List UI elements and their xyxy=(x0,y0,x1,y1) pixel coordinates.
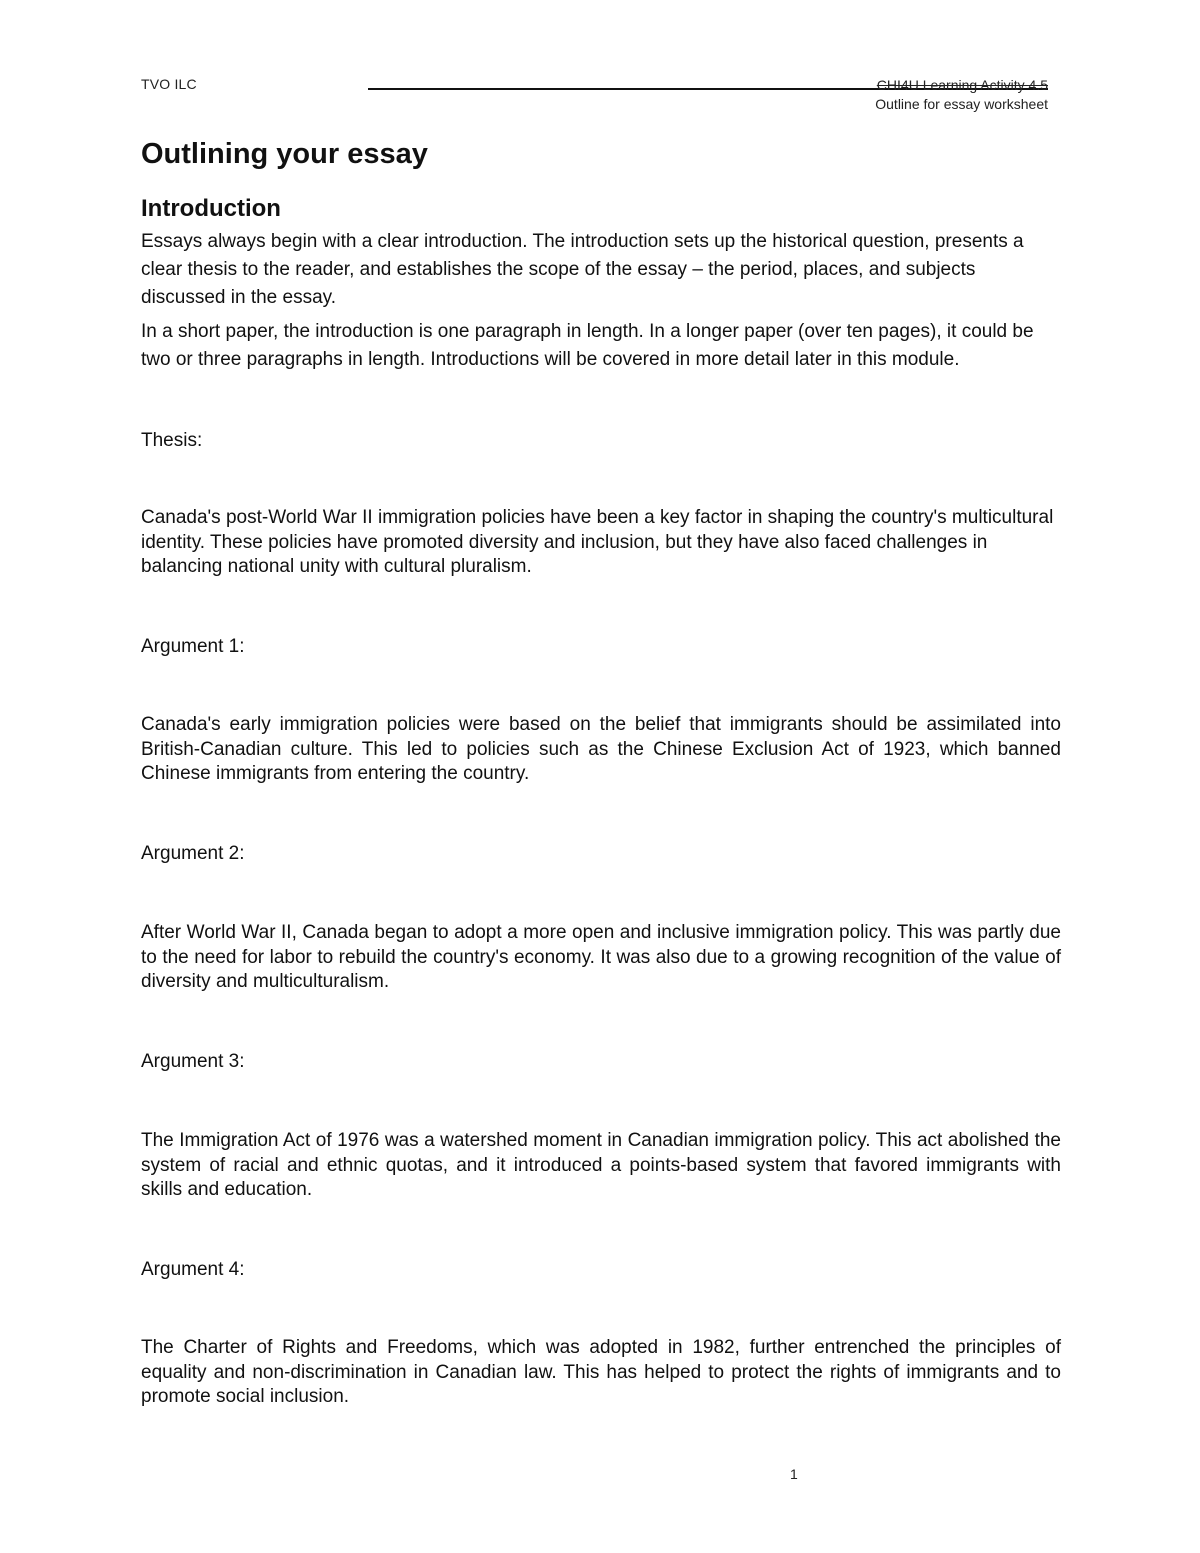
section-heading-introduction: Introduction xyxy=(141,195,281,222)
intro-paragraph-2: In a short paper, the introduction is one paragraph in length. In a longer paper (over ten pages), it could be two or three paragraphs in length. Introductions will be covered in more detail later in this module. xyxy=(141,321,1034,370)
page-title: Outlining your essay xyxy=(141,138,428,170)
header-right xyxy=(875,76,1048,114)
header-course-title: CHI4U Learning Activity 4.5 xyxy=(876,77,1048,93)
page-number: 1 xyxy=(790,1466,798,1482)
argument-2-text: After World War II, Canada began to adopt a more open and inclusive immigration policy. This was partly due to the need for labor to rebuild the country's economy. It was also due to a growing recognition of the value of diversity and multiculturalism. xyxy=(141,922,1061,992)
argument-3-label: Argument 3: xyxy=(141,1051,245,1072)
header-organization: TVO ILC xyxy=(141,76,197,92)
argument-3-text: The Immigration Act of 1976 was a watershed moment in Canadian immigration policy. This act abolished the system of racial and ethnic quotas, and it introduced a points-based system that favored immigrants with skills and education. xyxy=(141,1130,1061,1200)
intro-paragraph-1: Essays always begin with a clear introduction. The introduction sets up the historical question, presents a clear thesis to the reader, and establishes the scope of the essay – the period, places, and subjects discussed in the essay. xyxy=(141,231,1024,308)
argument-1-label: Argument 1: xyxy=(141,636,245,657)
header-subtitle: Outline for essay worksheet xyxy=(875,96,1048,112)
argument-2-label: Argument 2: xyxy=(141,843,245,864)
thesis-text: Canada's post-World War II immigration policies have been a key factor in shaping the country's multicultural identity. These policies have promoted diversity and inclusion, but they have also faced challenges in balancing national unity with cultural pluralism. xyxy=(141,507,1054,577)
argument-4-text: The Charter of Rights and Freedoms, which was adopted in 1982, further entrenched the principles of equality and non-discrimination in Canadian law. This has helped to protect the rights of immigrants and to promote social inclusion. xyxy=(141,1337,1061,1407)
thesis-label: Thesis: xyxy=(141,430,203,451)
argument-1-text: Canada's early immigration policies were based on the belief that immigrants should be assimilated into British-Canadian culture. This led to policies such as the Chinese Exclusion Act of 1923, which banned Chinese immigrants from entering the country. xyxy=(141,714,1061,784)
argument-4-label: Argument 4: xyxy=(141,1259,245,1280)
